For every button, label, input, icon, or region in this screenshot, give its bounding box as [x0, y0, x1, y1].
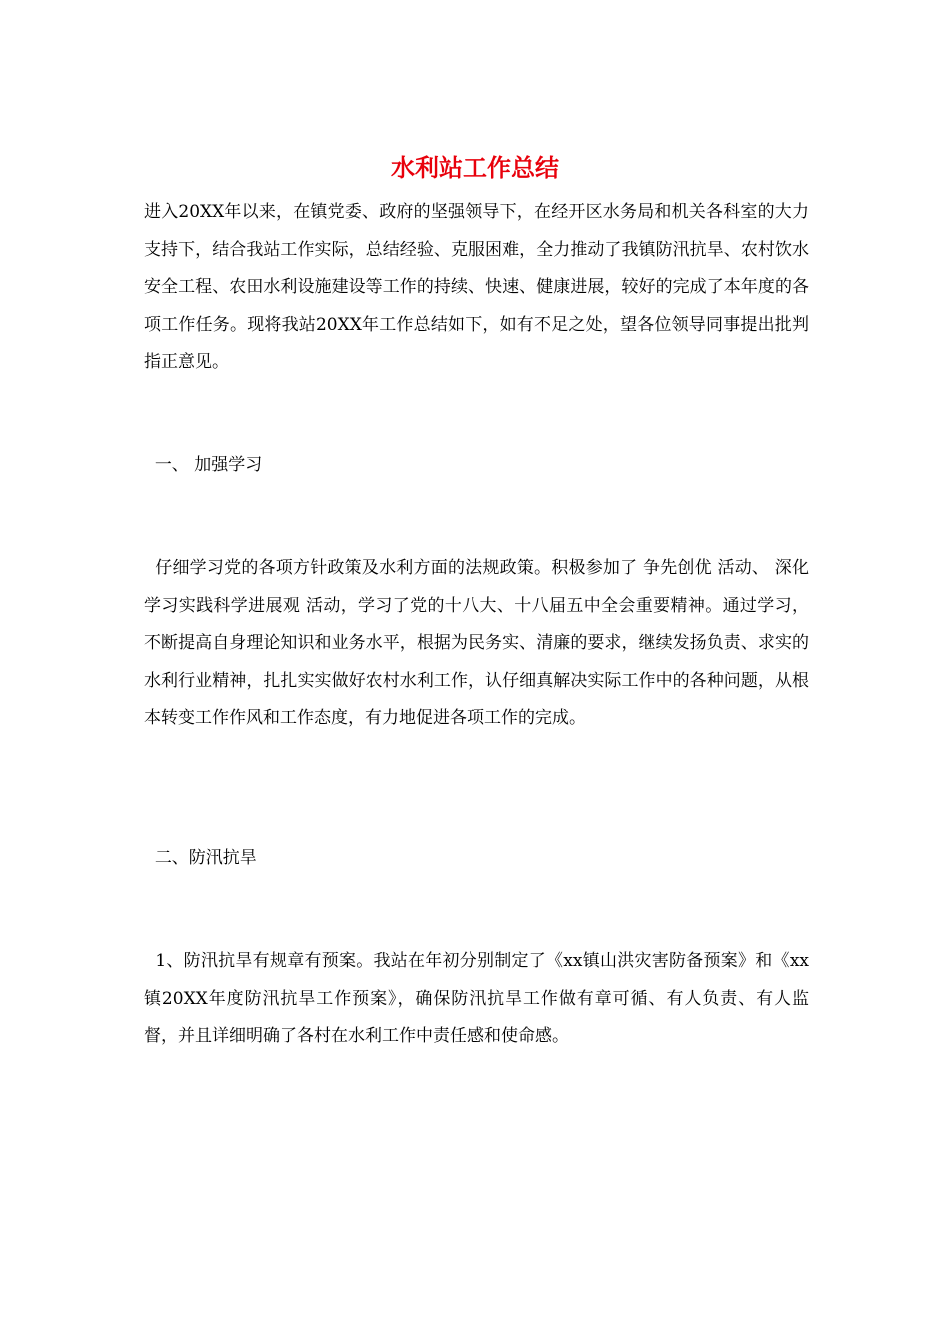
intro-paragraph: 进入20XX年以来，在镇党委、政府的坚强领导下，在经开区水务局和机关各科室的大力支持下，结合我站工作实际，总结经验、克服困难，全力推动了我镇防汛抗旱、农村饮水安全工程、农田水利设施建设等工作的持续、快速、健康进展，较好的完成了本年度的各项工作任务。现将我站20XX年工作总结如下，如有不足之处，望各位领导同事提出批判指正意见。 — [144, 202, 809, 372]
section-heading-1 — [144, 447, 809, 484]
section-body-1 — [144, 550, 809, 738]
section-body-2-text: 1、防汛抗旱有规章有预案。我站在年初分别制定了《xx镇山洪灾害防备预案》和《xx镇20XX年度防汛抗旱工作预案》，确保防汛抗旱工作做有章可循、有人负责、有人监督，并且详细明确了各村在水利工作中责任感和使命感。 — [144, 951, 809, 1046]
document-title: 水利站工作总结 — [391, 153, 559, 182]
section-body-1-text: 仔细学习党的各项方针政策及水利方面的法规政策。积极参加了 争先创优 活动、 深化学习实践科学进展观 活动，学习了党的十八大、十八届五中全会重要精神。通过学习，不断提高自身理论知识和业务水平，根据为民务实、清廉的要求，继续发扬负责、求实的水利行业精神，扎扎实实做好农村水利工作，认仔细真解决实际工作中的各种问题，从根本转变工作作风和工作态度，有力地促进各项工作的完成。 — [144, 558, 809, 728]
section-heading-1-text: 一、 加强学习 — [154, 455, 263, 475]
section-heading-2 — [144, 840, 809, 877]
section-body-2 — [144, 943, 809, 1056]
section-heading-2-text: 二、防汛抗旱 — [154, 848, 257, 868]
